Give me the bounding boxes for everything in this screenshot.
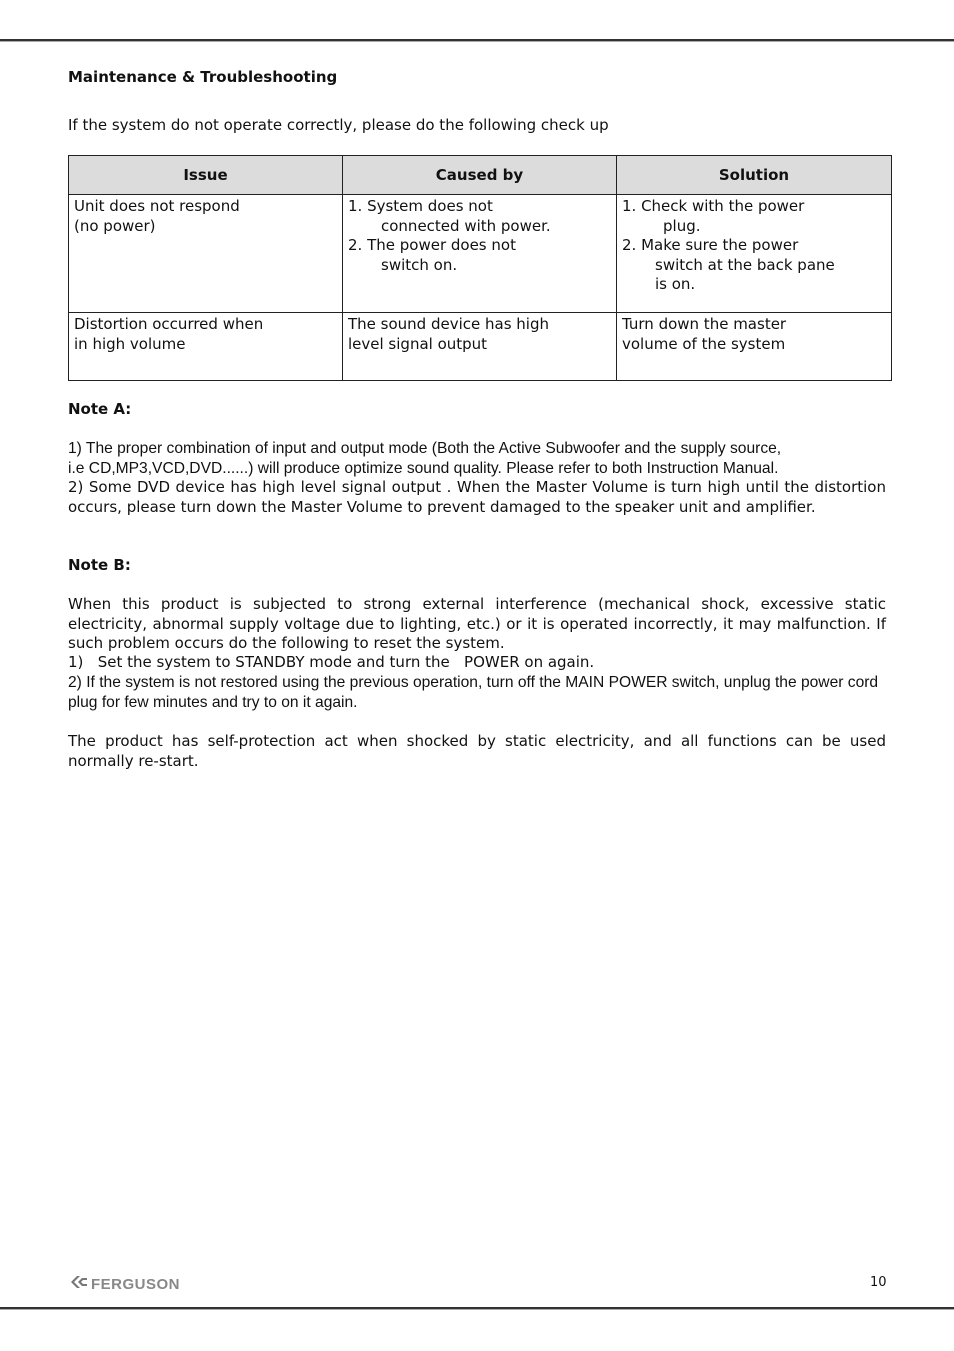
cell-line: (no power) bbox=[74, 216, 156, 235]
issue-cell bbox=[69, 195, 343, 313]
intro-text: If the system do not operate correctly, please do the following check up bbox=[68, 116, 609, 134]
header-rule-shadow bbox=[0, 41, 954, 42]
ferguson-logo bbox=[70, 1274, 180, 1294]
note-b-step-1: 1) Set the system to STANDBY mode and turn the POWER on again. bbox=[68, 653, 595, 671]
cell-line: in high volume bbox=[74, 334, 186, 353]
cell-line: plug. bbox=[663, 216, 701, 235]
cell-line: Turn down the master bbox=[622, 315, 787, 333]
cell-line: is on. bbox=[655, 275, 696, 293]
page-heading: Maintenance & Troubleshooting bbox=[68, 68, 338, 86]
cell-line: switch at the back pane bbox=[655, 255, 835, 274]
issue-cell bbox=[69, 313, 343, 381]
note-a-line: i.e CD,MP3,VCD,DVD......) will produce optimize sound quality. Please refer to both Instruction Manual. bbox=[68, 459, 779, 477]
column-header-issue: Issue bbox=[69, 156, 343, 195]
table-row bbox=[69, 195, 892, 313]
cell-line: connected with power. bbox=[381, 216, 551, 235]
cell-line: level signal output bbox=[348, 334, 488, 353]
note-b-paragraph: When this product is subjected to strong external interference (mechanical shock, excessive static electricity, abnormal supply voltage due to lighting, etc.) or it is operated incorrectly, it may malfunction. If such problem occurs do the following to reset the system. bbox=[68, 595, 886, 652]
page-number: 10 bbox=[870, 1275, 887, 1290]
note-b-title: Note B: bbox=[68, 556, 131, 574]
cell-line: The sound device has high bbox=[348, 315, 549, 333]
cell-line: switch on. bbox=[381, 255, 458, 274]
cell-line: 2. Make sure the power bbox=[622, 236, 799, 254]
footer-rule-shadow bbox=[0, 1309, 954, 1310]
cell-line: 1. Check with the power bbox=[622, 197, 805, 215]
cause-cell bbox=[343, 313, 617, 381]
cell-line: volume of the system bbox=[622, 334, 786, 353]
table-header-row bbox=[69, 156, 892, 195]
note-a-paragraph-2: 2) Some DVD device has high level signal output . When the Master Volume is turn high until the distortion occurs, please turn down the Master Volume to prevent damaged to the speaker unit and amplifier. bbox=[68, 478, 886, 516]
note-b-step-2: 2) If the system is not restored using the previous operation, turn off the MAIN POWER switch, unplug the power cord plug for few minutes and try to on it again. bbox=[68, 674, 879, 711]
note-a-paragraph-1 bbox=[68, 439, 898, 478]
table-row bbox=[69, 313, 892, 381]
cell-line: Distortion occurred when bbox=[74, 315, 264, 333]
closing-paragraph: The product has self-protection act when shocked by static electricity, and all functions can be used normally re-start. bbox=[68, 732, 886, 770]
logo-text: FERGUSON bbox=[91, 1275, 181, 1293]
solution-cell bbox=[617, 313, 892, 381]
note-a-line: 1) The proper combination of input and output mode (Both the Active Subwoofer and the supply source, bbox=[68, 440, 782, 457]
column-header-solution: Solution bbox=[617, 156, 892, 195]
cause-cell bbox=[343, 195, 617, 313]
troubleshooting-table bbox=[68, 155, 892, 381]
cell-line: 1. System does not bbox=[348, 197, 493, 215]
solution-cell bbox=[617, 195, 892, 313]
cell-line: 2. The power does not bbox=[348, 236, 516, 254]
column-header-caused-by: Caused by bbox=[343, 156, 617, 195]
cell-line: Unit does not respond bbox=[74, 197, 240, 215]
note-a-title: Note A: bbox=[68, 400, 132, 418]
ferguson-arrow-icon bbox=[70, 1275, 88, 1293]
